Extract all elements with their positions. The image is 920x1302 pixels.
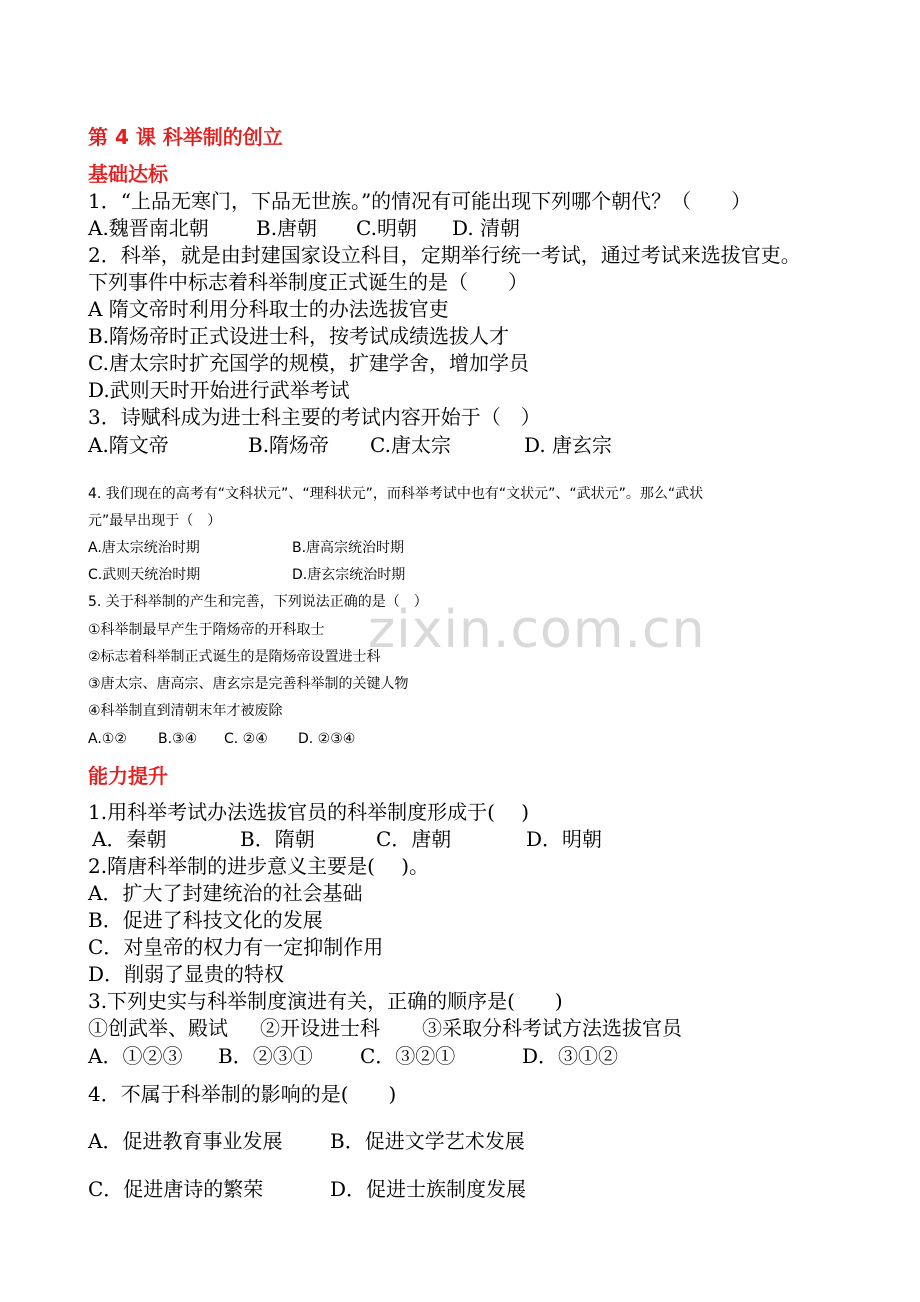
advanced-q4-stem: 4．不属于科举制的影响的是( ) <box>88 1082 397 1106</box>
option-c: C．唐朝 <box>376 827 452 851</box>
option-d: D. ②③④ <box>298 731 356 747</box>
option-c: C.唐太宗 <box>370 433 451 457</box>
section-basic-heading: 基础达标 <box>88 162 168 186</box>
advanced-q1-stem: 1.用科举考试办法选拔官员的科举制度形成于( ) <box>88 800 530 824</box>
basic-q5-statement-4: ④科举制直到清朝末年才被废除 <box>88 703 283 719</box>
basic-q5-stem: 5. 关于科举制的产生和完善，下列说法正确的是（ ） <box>88 594 428 610</box>
option-a: A.①② <box>88 731 127 747</box>
option-d: D. 唐玄宗 <box>524 433 613 457</box>
basic-q2-option-c: C.唐太宗时扩充国学的规模，扩建学舍，增加学员 <box>88 351 529 375</box>
section-advanced-heading: 能力提升 <box>88 764 168 788</box>
basic-q2-option-a: A 隋文帝时利用分科取士的办法选拔官吏 <box>88 297 449 321</box>
advanced-q2-option-b: B．促进了科技文化的发展 <box>88 908 323 932</box>
basic-q5-statement-3: ③唐太宗、唐高宗、唐玄宗是完善科举制的关键人物 <box>88 676 409 692</box>
option-a: A.隋文帝 <box>88 433 169 457</box>
basic-q4-stem-line2: 元”最早出现于（ ） <box>88 513 222 529</box>
advanced-q2-option-d: D．削弱了显贵的特权 <box>88 962 285 986</box>
advanced-q3-stem: 3.下列史实与科举制度演进有关，正确的顺序是( ) <box>88 989 563 1013</box>
option-b: B．促进文学艺术发展 <box>330 1129 525 1153</box>
lesson-title: 第 4 课 科举制的创立 <box>88 125 283 149</box>
option-c: C．促进唐诗的繁荣 <box>88 1177 264 1201</box>
basic-q1-stem: 1．“上品无寒门，下品无世族。”的情况有可能出现下列哪个朝代？（ ） <box>88 189 752 213</box>
basic-q2-option-d: D.武则天时开始进行武举考试 <box>88 378 350 402</box>
option-d: D．明朝 <box>526 827 603 851</box>
option-d: D．③①② <box>522 1044 619 1068</box>
option-b: B．隋朝 <box>240 827 315 851</box>
option-c: C．③②① <box>360 1044 456 1068</box>
option-b: B.隋炀帝 <box>248 433 330 457</box>
option-b: B．②③① <box>218 1044 313 1068</box>
basic-q3-stem: 3．诗赋科成为进士科主要的考试内容开始于（ ） <box>88 405 541 429</box>
event-2: ②开设进士科 <box>260 1016 380 1040</box>
option-c: C.武则天统治时期 <box>88 567 201 583</box>
basic-q4-stem-line1: 4. 我们现在的高考有“文科状元”、“理科状元”，而科举考试中也有“文状元”、“武状元”。那么“武状 <box>88 486 704 502</box>
option-d: D. 清朝 <box>452 216 521 240</box>
event-3: ③采取分科考试方法选拔官员 <box>422 1016 682 1040</box>
basic-q5-statement-1: ①科举制最早产生于隋炀帝的开科取士 <box>88 622 325 638</box>
advanced-q2-option-a: A．扩大了封建统治的社会基础 <box>88 881 363 905</box>
option-c: C. ②④ <box>224 731 268 747</box>
advanced-q2-stem: 2.隋唐科举制的进步意义主要是( )。 <box>88 854 430 878</box>
advanced-q2-option-c: C．对皇帝的权力有一定抑制作用 <box>88 935 384 959</box>
option-d: D．促进士族制度发展 <box>330 1177 527 1201</box>
option-b: B.唐高宗统治时期 <box>292 540 405 556</box>
option-a: A.魏晋南北朝 <box>88 216 209 240</box>
basic-q2-stem-line1: 2．科举，就是由封建国家设立科目，定期举行统一考试，通过考试来选拔官吏。 <box>88 243 801 267</box>
event-1: ①创武举、殿试 <box>88 1016 228 1040</box>
option-a: A.唐太宗统治时期 <box>88 540 200 556</box>
basic-q2-stem-line2: 下列事件中标志着科举制度正式诞生的是（ ） <box>88 270 528 294</box>
option-a: A．秦朝 <box>92 827 167 851</box>
option-c: C.明朝 <box>356 216 417 240</box>
watermark: zixin.com.cn <box>368 600 706 660</box>
option-d: D.唐玄宗统治时期 <box>292 567 406 583</box>
option-a: A．①②③ <box>88 1044 183 1068</box>
basic-q5-statement-2: ②标志着科举制正式诞生的是隋炀帝设置进士科 <box>88 649 381 665</box>
option-b: B.③④ <box>158 731 198 747</box>
option-a: A．促进教育事业发展 <box>88 1129 283 1153</box>
basic-q2-option-b: B.隋炀帝时正式设进士科，按考试成绩选拔人才 <box>88 324 510 348</box>
option-b: B.唐朝 <box>256 216 318 240</box>
